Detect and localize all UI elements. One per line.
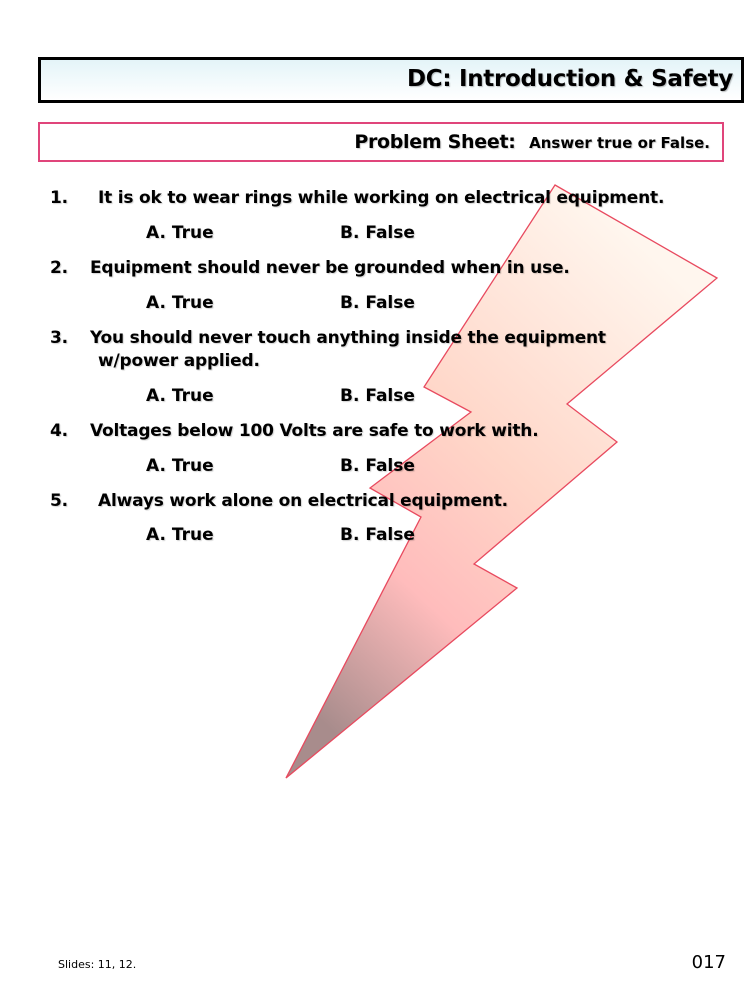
question-3-continuation: w/power applied. [98,351,260,371]
slides-reference: Slides: 11, 12. [58,958,137,971]
question-number: 3. [50,328,68,348]
question-number: 1. [50,188,68,208]
page-title: DC: Introduction & Safety [406,66,733,92]
question-2-option-b[interactable]: B. False [340,293,415,313]
problem-sheet-label: Problem Sheet: [354,131,516,153]
page-number: 017 [691,952,726,973]
question-1-option-a[interactable]: A. True [146,223,214,243]
question-5 [50,491,508,511]
question-text: You should never touch anything inside the equipment [90,328,606,348]
question-4-option-b[interactable]: B. False [340,456,415,476]
question-3 [50,328,606,348]
question-3-option-a[interactable]: A. True [146,386,214,406]
question-5-option-a[interactable]: A. True [146,525,214,545]
problem-sheet-instruction: Answer true or False. [529,134,710,152]
question-1 [50,188,664,208]
question-text: Equipment should never be grounded when in use. [90,258,570,278]
question-text: Voltages below 100 Volts are safe to work with. [90,421,539,441]
question-number: 2. [50,258,68,278]
question-5-option-b[interactable]: B. False [340,525,415,545]
question-2-option-a[interactable]: A. True [146,293,214,313]
title-bar [38,57,744,103]
question-4 [50,421,538,441]
problem-sheet-heading [354,131,710,153]
question-3-option-b[interactable]: B. False [340,386,415,406]
question-text: It is ok to wear rings while working on electrical equipment. [98,188,665,208]
question-1-option-b[interactable]: B. False [340,223,415,243]
question-text: Always work alone on electrical equipment. [98,491,508,511]
question-4-option-a[interactable]: A. True [146,456,214,476]
question-number: 4. [50,421,68,441]
question-number: 5. [50,491,68,511]
problem-sheet-box [38,122,724,162]
question-2 [50,258,570,278]
